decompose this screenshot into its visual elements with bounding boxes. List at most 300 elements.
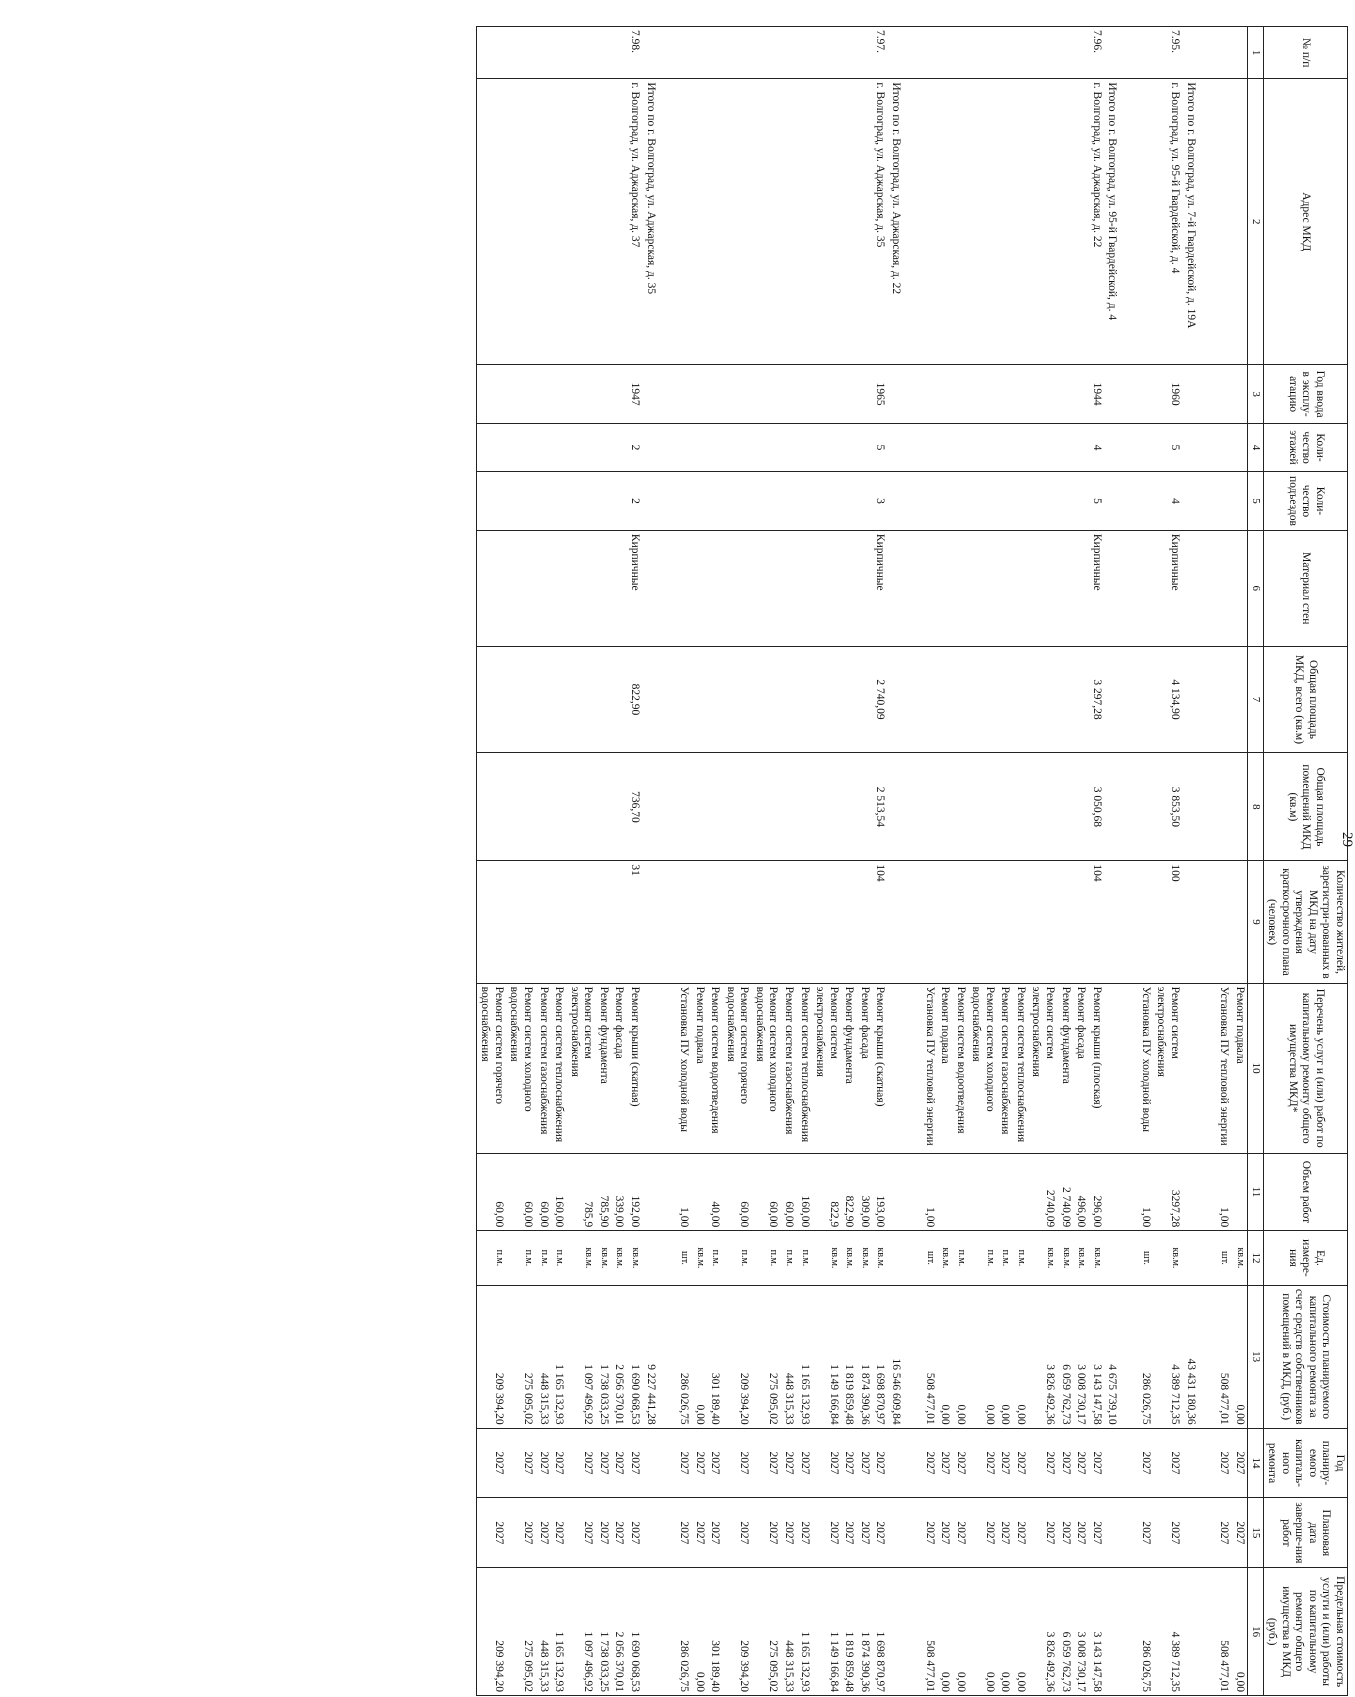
empty-cell <box>903 646 921 753</box>
empty-cell <box>1073 861 1089 983</box>
empty-cell <box>1231 646 1247 753</box>
empty-cell <box>952 753 968 861</box>
empty-cell <box>856 424 872 472</box>
work-limit: 448 315,33 <box>535 1568 551 1696</box>
empty-cell <box>1012 27 1028 79</box>
work-year: 2027 <box>722 1428 751 1498</box>
work-date: 2027 <box>535 1498 551 1568</box>
work-year: 2027 <box>595 1428 611 1498</box>
empty-cell <box>551 365 567 424</box>
empty-cell <box>1057 530 1073 646</box>
empty-cell <box>1119 983 1137 1153</box>
work-cost: 508 477,01 <box>1216 1285 1232 1428</box>
area-rooms: 2 513,54 <box>872 753 888 861</box>
empty-cell <box>1012 530 1028 646</box>
spacer-row <box>658 27 676 1696</box>
work-cost: 1 690 068,53 <box>626 1285 642 1428</box>
work-volume: 160,00 <box>551 1153 567 1230</box>
empty-cell <box>1198 1153 1216 1230</box>
row-number: 7.97. <box>872 27 888 79</box>
work-name: Ремонт систем холодного водоснабжения <box>751 983 780 1153</box>
work-date: 2027 <box>1153 1498 1182 1568</box>
header-cell: Плановая дата заверше-ния работ <box>1263 1498 1347 1568</box>
empty-cell <box>642 1153 658 1230</box>
repair-plan-table <box>476 26 1348 1696</box>
empty-cell <box>691 424 707 472</box>
table-row <box>506 27 535 1696</box>
empty-cell <box>856 472 872 531</box>
work-volume <box>968 1153 997 1230</box>
work-cost: 1 149 166,84 <box>812 1285 841 1428</box>
work-limit: 448 315,33 <box>780 1568 796 1696</box>
table-row <box>872 27 888 1696</box>
table-row <box>595 27 611 1696</box>
empty-cell <box>707 646 723 753</box>
empty-cell <box>997 27 1013 79</box>
header-cell: Количество жителей, зарегистри-рованных в МКД на дату утверждения краткосрочного плана (человек) <box>1263 861 1347 983</box>
work-volume: 3297,28 <box>1153 1153 1182 1230</box>
empty-cell <box>658 983 676 1153</box>
row-number: 7.96. <box>1088 27 1104 79</box>
empty-cell <box>921 424 937 472</box>
work-limit: 1 097 496,92 <box>566 1568 595 1696</box>
empty-cell <box>691 646 707 753</box>
empty-cell <box>968 365 997 424</box>
empty-cell <box>997 861 1013 983</box>
empty-cell <box>997 646 1013 753</box>
work-name: Ремонт систем электроснабжения <box>566 983 595 1153</box>
empty-cell <box>856 753 872 861</box>
empty-cell <box>506 861 535 983</box>
work-volume <box>1231 1153 1247 1230</box>
empty-cell <box>1119 646 1137 753</box>
empty-cell <box>952 530 968 646</box>
empty-cell <box>968 27 997 79</box>
empty-cell <box>611 530 627 646</box>
empty-cell <box>1119 1231 1137 1286</box>
empty-cell <box>1198 1285 1216 1428</box>
work-unit: п.м. <box>535 1231 551 1286</box>
work-date: 2027 <box>780 1498 796 1568</box>
work-unit: кв.м. <box>937 1231 953 1286</box>
empty-cell <box>595 646 611 753</box>
empty-cell <box>1073 753 1089 861</box>
work-unit: кв.м. <box>1153 1231 1182 1286</box>
empty-cell <box>937 27 953 79</box>
empty-cell <box>1104 27 1120 79</box>
empty-cell <box>1231 861 1247 983</box>
empty-cell <box>1198 646 1216 753</box>
work-limit: 3 143 147,58 <box>1088 1568 1104 1696</box>
empty-cell <box>952 79 968 365</box>
empty-cell <box>722 530 751 646</box>
empty-cell <box>658 27 676 79</box>
spacer-row <box>1119 27 1137 1696</box>
empty-cell <box>476 646 506 753</box>
work-cost: 209 394,20 <box>476 1285 506 1428</box>
empty-cell <box>1182 1568 1198 1696</box>
empty-cell <box>856 79 872 365</box>
empty-cell <box>841 27 857 79</box>
work-name: Ремонт систем теплоснабжения <box>551 983 567 1153</box>
empty-cell <box>841 861 857 983</box>
work-limit: 6 059 762,73 <box>1057 1568 1073 1696</box>
column-number: 5 <box>1247 472 1263 531</box>
work-date: 2027 <box>595 1498 611 1568</box>
work-date: 2027 <box>1231 1498 1247 1568</box>
empty-cell <box>1198 79 1216 365</box>
empty-cell <box>595 472 611 531</box>
empty-cell <box>921 861 937 983</box>
table-row <box>937 27 953 1696</box>
empty-cell <box>1182 1428 1198 1498</box>
total-label: Итого по г. Волгоград, ул. 7-й Гвардейской, д. 19А <box>1182 79 1198 365</box>
empty-cell <box>812 753 841 861</box>
empty-cell <box>506 424 535 472</box>
empty-cell <box>1028 365 1057 424</box>
empty-cell <box>952 861 968 983</box>
table-row <box>921 27 937 1696</box>
empty-cell <box>1028 861 1057 983</box>
area-total: 4 134,90 <box>1153 646 1182 753</box>
empty-cell <box>952 424 968 472</box>
empty-cell <box>1198 472 1216 531</box>
work-volume <box>952 1153 968 1230</box>
empty-cell <box>968 424 997 472</box>
empty-cell <box>676 365 692 424</box>
empty-cell <box>1119 1153 1137 1230</box>
empty-cell <box>1073 27 1089 79</box>
work-cost: 0,00 <box>691 1285 707 1428</box>
work-year: 2027 <box>611 1428 627 1498</box>
empty-cell <box>676 27 692 79</box>
header-cell: Материал стен <box>1263 530 1347 646</box>
empty-cell <box>691 27 707 79</box>
empty-cell <box>611 753 627 861</box>
empty-cell <box>1104 365 1120 424</box>
work-unit: п.м. <box>707 1231 723 1286</box>
empty-cell <box>812 861 841 983</box>
residents-count: 104 <box>1088 861 1104 983</box>
building-address: г. Волгоград, ул. 95-й Гвардейской, д. 4 <box>1153 79 1182 365</box>
empty-cell <box>937 424 953 472</box>
empty-cell <box>1137 79 1153 365</box>
empty-cell <box>707 753 723 861</box>
empty-cell <box>903 472 921 531</box>
table-row <box>812 27 841 1696</box>
empty-cell <box>751 365 780 424</box>
empty-cell <box>1119 1498 1137 1568</box>
spacer-row <box>1198 27 1216 1696</box>
empty-cell <box>1057 861 1073 983</box>
work-cost: 286 026,75 <box>676 1285 692 1428</box>
work-date: 2027 <box>707 1498 723 1568</box>
empty-cell <box>676 861 692 983</box>
total-label: Итого по г. Волгоград, ул. Аджарская, д. 22 <box>887 79 903 365</box>
area-rooms: 3 853,50 <box>1153 753 1182 861</box>
empty-cell <box>1182 753 1198 861</box>
work-year: 2027 <box>751 1428 780 1498</box>
empty-cell <box>535 861 551 983</box>
work-date: 2027 <box>676 1498 692 1568</box>
empty-cell <box>856 861 872 983</box>
work-name: Ремонт фасада <box>856 983 872 1153</box>
empty-cell <box>937 753 953 861</box>
work-date: 2027 <box>872 1498 888 1568</box>
empty-cell <box>566 530 595 646</box>
empty-cell <box>535 424 551 472</box>
work-limit: 0,00 <box>691 1568 707 1696</box>
empty-cell <box>841 79 857 365</box>
empty-cell <box>707 365 723 424</box>
work-name: Ремонт систем электроснабжения <box>812 983 841 1153</box>
work-name: Ремонт систем водоотведения <box>952 983 968 1153</box>
work-limit: 275 095,02 <box>751 1568 780 1696</box>
area-total: 822,90 <box>626 646 642 753</box>
empty-cell <box>751 753 780 861</box>
empty-cell <box>751 646 780 753</box>
empty-cell <box>658 1285 676 1428</box>
empty-cell <box>642 983 658 1153</box>
work-name: Ремонт систем водоотведения <box>707 983 723 1153</box>
work-unit: кв.м. <box>812 1231 841 1286</box>
work-volume: 822,90 <box>841 1153 857 1230</box>
empty-cell <box>595 27 611 79</box>
work-unit: п.м. <box>476 1231 506 1286</box>
table-row <box>1153 27 1182 1696</box>
column-number: 10 <box>1247 983 1263 1153</box>
work-year: 2027 <box>691 1428 707 1498</box>
work-date: 2027 <box>626 1498 642 1568</box>
work-name: Ремонт фундамента <box>595 983 611 1153</box>
work-volume: 2 740,09 <box>1057 1153 1073 1230</box>
empty-cell <box>887 753 903 861</box>
column-number: 9 <box>1247 861 1263 983</box>
work-limit: 0,00 <box>997 1568 1013 1696</box>
work-year: 2027 <box>1057 1428 1073 1498</box>
empty-cell <box>903 1498 921 1568</box>
work-unit: п.м. <box>796 1231 812 1286</box>
empty-cell <box>1104 983 1120 1153</box>
empty-cell <box>841 646 857 753</box>
work-year: 2027 <box>997 1428 1013 1498</box>
empty-cell <box>551 27 567 79</box>
table-row <box>691 27 707 1696</box>
empty-cell <box>611 79 627 365</box>
header-cell: Предельная стоимость услуги и (или) работы по капитальному ремонту общего имущества в МКД (руб.) <box>1263 1568 1347 1696</box>
empty-cell <box>997 753 1013 861</box>
empty-cell <box>535 753 551 861</box>
work-cost: 508 477,01 <box>921 1285 937 1428</box>
work-volume: 60,00 <box>535 1153 551 1230</box>
empty-cell <box>566 753 595 861</box>
empty-cell <box>595 365 611 424</box>
work-volume: 296,00 <box>1088 1153 1104 1230</box>
work-date: 2027 <box>1216 1498 1232 1568</box>
empty-cell <box>997 365 1013 424</box>
empty-cell <box>1137 753 1153 861</box>
empty-cell <box>535 646 551 753</box>
work-date: 2027 <box>1012 1498 1028 1568</box>
floors-count: 4 <box>1088 424 1104 472</box>
work-volume <box>691 1153 707 1230</box>
column-number: 7 <box>1247 646 1263 753</box>
empty-cell <box>1073 424 1089 472</box>
empty-cell <box>642 472 658 531</box>
empty-cell <box>506 530 535 646</box>
work-unit: п.м. <box>968 1231 997 1286</box>
empty-cell <box>1073 646 1089 753</box>
column-number: 11 <box>1247 1153 1263 1230</box>
total-label: Итого по г. Волгоград, ул. 95-й Гвардейской, д. 4 <box>1104 79 1120 365</box>
work-cost: 1 698 870,97 <box>872 1285 888 1428</box>
work-name: Ремонт крыши (скатная) <box>872 983 888 1153</box>
empty-cell <box>707 472 723 531</box>
empty-cell <box>476 753 506 861</box>
empty-cell <box>1012 472 1028 531</box>
empty-cell <box>841 424 857 472</box>
empty-cell <box>1119 530 1137 646</box>
work-year: 2027 <box>1028 1428 1057 1498</box>
work-date: 2027 <box>1073 1498 1089 1568</box>
work-volume: 1,00 <box>1137 1153 1153 1230</box>
work-limit: 1 698 870,97 <box>872 1568 888 1696</box>
empty-cell <box>1104 530 1120 646</box>
header-cell: Объем работ <box>1263 1153 1347 1230</box>
work-volume: 60,00 <box>722 1153 751 1230</box>
work-cost: 6 059 762,73 <box>1057 1285 1073 1428</box>
empty-cell <box>1231 27 1247 79</box>
empty-cell <box>551 646 567 753</box>
work-name: Ремонт фундамента <box>841 983 857 1153</box>
work-cost: 286 026,75 <box>1137 1285 1153 1428</box>
work-date: 2027 <box>812 1498 841 1568</box>
empty-cell <box>1057 753 1073 861</box>
work-unit: кв.м. <box>691 1231 707 1286</box>
table-row <box>722 27 751 1696</box>
work-date: 2027 <box>566 1498 595 1568</box>
header-cell: Коли-чество этажей <box>1263 424 1347 472</box>
empty-cell <box>1012 79 1028 365</box>
empty-cell <box>566 365 595 424</box>
empty-cell <box>691 472 707 531</box>
empty-cell <box>1198 753 1216 861</box>
table-row <box>1216 27 1232 1696</box>
empty-cell <box>780 530 796 646</box>
work-year: 2027 <box>1012 1428 1028 1498</box>
column-number: 16 <box>1247 1568 1263 1696</box>
total-cost: 43 431 180,36 <box>1182 1285 1198 1428</box>
work-cost: 448 315,33 <box>780 1285 796 1428</box>
residents-count: 31 <box>626 861 642 983</box>
work-cost: 0,00 <box>952 1285 968 1428</box>
empty-cell <box>1231 79 1247 365</box>
work-unit: кв.м. <box>1231 1231 1247 1286</box>
empty-cell <box>1028 753 1057 861</box>
empty-cell <box>1216 472 1232 531</box>
empty-cell <box>707 27 723 79</box>
empty-cell <box>952 27 968 79</box>
empty-cell <box>642 861 658 983</box>
column-number: 1 <box>1247 27 1263 79</box>
empty-cell <box>1182 1498 1198 1568</box>
empty-cell <box>722 27 751 79</box>
work-cost: 0,00 <box>1231 1285 1247 1428</box>
empty-cell <box>1216 365 1232 424</box>
empty-cell <box>476 530 506 646</box>
work-limit: 3 826 492,36 <box>1028 1568 1057 1696</box>
empty-cell <box>887 27 903 79</box>
empty-cell <box>903 1568 921 1696</box>
work-date: 2027 <box>476 1498 506 1568</box>
work-date: 2027 <box>968 1498 997 1568</box>
empty-cell <box>1119 424 1137 472</box>
table-row <box>856 27 872 1696</box>
work-volume: 192,00 <box>626 1153 642 1230</box>
work-limit: 286 026,75 <box>1137 1568 1153 1696</box>
empty-cell <box>968 79 997 365</box>
empty-cell <box>796 472 812 531</box>
header-cell: Общая площадь МКД, всего (кв.м) <box>1263 646 1347 753</box>
work-name: Ремонт систем горячего водоснабжения <box>722 983 751 1153</box>
work-unit: кв.м. <box>1057 1231 1073 1286</box>
empty-cell <box>968 861 997 983</box>
entrances-count: 3 <box>872 472 888 531</box>
wall-material: Кирпичные <box>1153 530 1182 646</box>
empty-cell <box>1119 365 1137 424</box>
work-year: 2027 <box>937 1428 953 1498</box>
table-row <box>841 27 857 1696</box>
empty-cell <box>952 646 968 753</box>
empty-cell <box>968 530 997 646</box>
empty-cell <box>812 646 841 753</box>
empty-cell <box>1104 472 1120 531</box>
total-row <box>1182 27 1198 1696</box>
empty-cell <box>1012 646 1028 753</box>
empty-cell <box>551 79 567 365</box>
empty-cell <box>1137 646 1153 753</box>
work-name: Ремонт систем теплоснабжения <box>1012 983 1028 1153</box>
empty-cell <box>506 365 535 424</box>
empty-cell <box>642 646 658 753</box>
work-limit: 4 389 712,35 <box>1153 1568 1182 1696</box>
empty-cell <box>707 424 723 472</box>
empty-cell <box>1198 1568 1216 1696</box>
empty-cell <box>1028 27 1057 79</box>
work-year: 2027 <box>1153 1428 1182 1498</box>
empty-cell <box>658 79 676 365</box>
header-cell: Ед. измере-ния <box>1263 1231 1347 1286</box>
empty-cell <box>812 424 841 472</box>
work-unit: шт. <box>1137 1231 1153 1286</box>
empty-cell <box>1104 424 1120 472</box>
work-year: 2027 <box>626 1428 642 1498</box>
empty-cell <box>937 472 953 531</box>
empty-cell <box>1028 646 1057 753</box>
empty-cell <box>751 424 780 472</box>
empty-cell <box>676 79 692 365</box>
table-row <box>535 27 551 1696</box>
empty-cell <box>903 365 921 424</box>
area-rooms: 3 050,68 <box>1088 753 1104 861</box>
row-number: 7.95. <box>1153 27 1182 79</box>
empty-cell <box>642 530 658 646</box>
empty-cell <box>841 472 857 531</box>
empty-cell <box>1216 646 1232 753</box>
work-volume: 60,00 <box>751 1153 780 1230</box>
empty-cell <box>796 646 812 753</box>
work-volume: 1,00 <box>1216 1153 1232 1230</box>
